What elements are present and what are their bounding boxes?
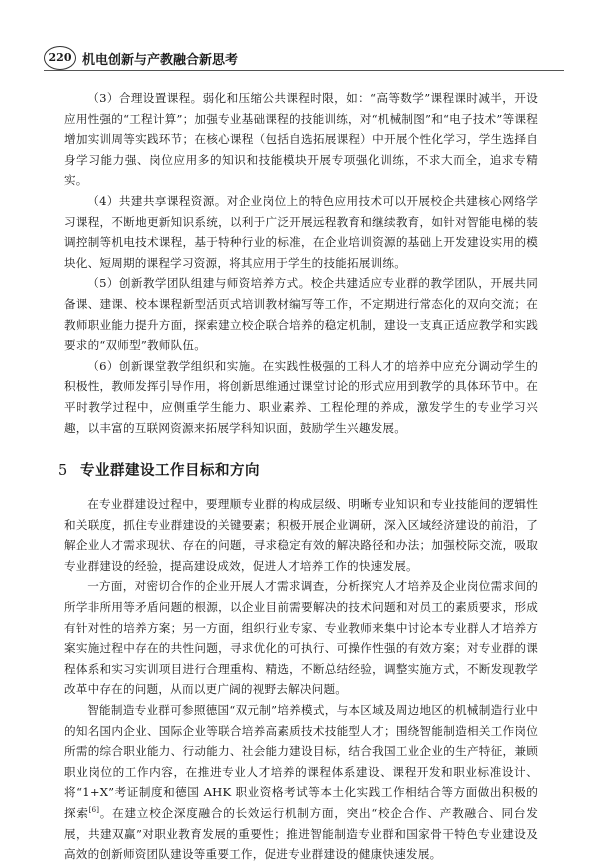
- page-header: [44, 44, 564, 72]
- page-number: 220: [44, 46, 76, 70]
- body-content: [58, 88, 538, 865]
- paragraph-intelligent-manufacturing: [64, 700, 538, 865]
- paragraph-construction-process: 在专业群建设过程中，要理顺专业群的构成层级、明晰专业知识和专业技能间的逻辑性和关联度，抓住专业群建设的关键要素；积极开展企业调研，深入区域经济建设的前沿，了解企业人才需求现状、存在的问题，寻求稳定有效的解决路径和办法；加强校际交流，吸取专业群建设的经验，提高建设成效，促进人才培养工作的快速发展。: [64, 497, 538, 573]
- section-heading: [58, 459, 538, 480]
- paragraph-text: 。在建立校企深度融合的长效运行机制方面，突出“校企合作、产教融合、同台发展，共建双赢”对职业教育发展的重要性；推进智能制造专业群和国家骨干特色专业建设及高效的创新师资团队建设等重要工作，促进专业群建设的健康快速发展。: [64, 806, 538, 862]
- paragraph-teaching-team: （5）创新教学团队组建与师资培养方式。校企共建适应专业群的教学团队，开展共同备课、建课、校本课程新型活页式培训教材编写等工作，不定期进行常态化的双向交流；在教师职业能力提升方面，探索建立校企联合培养的稳定机制，建设一支真正适应教学和实践要求的“双师型”教师队伍。: [64, 276, 538, 353]
- paragraph-talent-demand: 一方面，对密切合作的企业开展人才需求调查，分析探究人才培养及企业岗位需求间的所学非所用等矛盾问题的根源，以企业目前需要解决的技术问题和对员工的素质要求，形成有针对性的培养方案；另一方面，组织行业专家、专业教师来集中讨论本专业群人才培养方案实施过程中存在的共性问题，寻求优化的可执行、可操作性强的有效方案；对专业群的课程体系和实习实训项目进行合理重构、精选，不断总结经验，调整实施方式，不断发现教学改革中存在的问题，从而以更广阔的视野去解决问题。: [64, 579, 538, 697]
- running-title: 机电创新与产教融合新思考: [82, 53, 239, 68]
- paragraph-text: 智能制造专业群可参照德国“双元制”培养模式，与本区域及周边地区的机械制造行业中的知名国内企业、国际企业等联合培养高素质技术技能型人才；围绕智能制造相关工作岗位所需的综合职业能力、行动能力、社会能力建设目标，结合我国工业企业的生产特征，兼顾职业岗位的工作内容，在推进专业人才培养的课程体系建设、课程开发和职业标准设计、将“1+X”考证制度和德国 AHK 职业资格考试等本土化实践工作相结合等方面做出积极的探索: [64, 703, 538, 820]
- section-title: 专业群建设工作目标和方向: [80, 463, 260, 480]
- paragraph-course-setting: （3）合理设置课程。弱化和压缩公共课程时限，如：“高等数学”课程课时减半，开设应用性强的“工程计算”；加强专业基础课程的技能训练，对“机械制图”和“电子技术”等课程增加实训周等实践环节；在核心课程（包括自选拓展课程）中开展个性化学习，学生选择自身学习能力强、岗位应用多的知识和技能模块开展专项强化训练，不求大而全，追求专精实。: [64, 91, 538, 188]
- paragraph-course-resources: （4）共建共享课程资源。对企业岗位上的特色应用技术可以开展校企共建核心网络学习课程，不断地更新知识系统，以利于广泛开展远程教育和继续教育，如针对智能电梯的装调控制等机电技术课程，基于特种行业的标准，在企业培训资源的基础上开发建设实用的模块化、短周期的课程学习资源，将其应用于学生的技能拓展训练。: [64, 193, 538, 270]
- citation-ref: [6]: [88, 806, 100, 815]
- section-number: 5: [58, 463, 68, 480]
- paragraph-classroom-teaching: （6）创新课堂教学组织和实施。在实践性极强的工科人才的培养中应充分调动学生的积极性，教师发挥引导作用，将创新思维通过课堂讨论的形式应用到教学的具体环节中。在平时教学过程中，应侧重学生能力、职业素养、工程伦理的养成，激发学生的专业学习兴趣，以丰富的互联网资源来拓展学科知识面，鼓励学生兴趣发展。: [64, 358, 538, 435]
- header-rule: [44, 70, 564, 71]
